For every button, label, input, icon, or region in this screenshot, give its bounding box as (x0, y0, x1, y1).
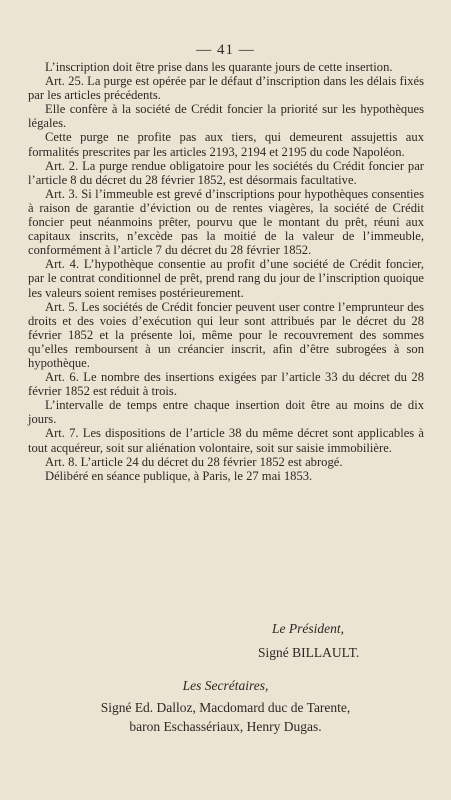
paragraph-article-6: Art. 6. Le nombre des insertions exigées par l’article 33 du décret du 28 février 1852 est réduit à trois. (28, 370, 424, 399)
paragraph-deliberation: Délibéré en séance publique, à Paris, le 27 mai 1853. (45, 468, 313, 483)
paragraph-article-3: Art. 3. Si l’immeuble est grevé d’inscriptions pour hypothèques consenties à raison de garantie d’éviction ou de rentes viagères, la société de Crédit foncier peut néanmoins prêter, pourvu que le montant du prêt, réuni aux capitaux inscrits, n’excède pas la moitié de la valeur de l’immeuble, conformément à l’article 7 du décret du 28 février 1852. (28, 186, 424, 258)
secretaries-title: Les Secrétaires, (182, 678, 269, 693)
paragraph-inscription-delay: L’inscription doit être prise dans les quarante jours de cette insertion. (45, 60, 393, 74)
president-title: Le Président, (272, 621, 344, 636)
paragraph-article-5: Art. 5. Les sociétés de Crédit foncier peuvent user contre l’emprunteur des droits et des voies d’exécution qui leur sont attribués par le décret du 28 février 1852 et la présente loi, même pour le recouvrement des sommes qu’elles remboursent à un créancier inscrit, afin d’être subrogées à son hypothèque. (28, 299, 424, 370)
paragraph-interval: L’intervalle de temps entre chaque insertion doit être au moins de dix jours. (28, 398, 424, 427)
paragraph-priority: Elle confère à la société de Crédit foncier la priorité sur les hypothèques légales. (28, 102, 424, 131)
paragraph-article-25: Art. 25. La purge est opérée par le défaut d’inscription dans les délais fixés par les articles précédents. (28, 74, 424, 103)
law-text (28, 60, 424, 483)
paragraph-article-8: Art. 8. L’article 24 du décret du 28 février 1852 est abrogé. (45, 454, 343, 469)
secretaries-signature-line-2: baron Eschassériaux, Henry Dugas. (129, 719, 322, 734)
paragraph-article-4: Art. 4. L’hypothèque consentie au profit d’une société de Crédit foncier, par le contrat conditionnel de prêt, prend rang du jour de l’inscription quoique les valeurs soient remises postérieurement. (28, 257, 424, 300)
president-signature: Signé BILLAULT. (258, 645, 360, 660)
paragraph-article-7: Art. 7. Les dispositions de l’article 38 du même décret sont applicables à tout acquéreur, soit sur aliénation volontaire, soit sur saisie immobilière. (28, 426, 424, 455)
paragraph-article-2: Art. 2. La purge rendue obligatoire pour les sociétés du Crédit foncier par l’article 8 du décret du 28 février 1852, est désormais facultative. (28, 158, 424, 187)
page-number: — 41 — (196, 42, 255, 58)
paragraph-third-parties: Cette purge ne profite pas aux tiers, qui demeurent assujettis aux formalités prescrites par les articles 2193, 2194 et 2195 du code Napoléon. (28, 130, 424, 159)
secretaries-signature-line-1: Signé Ed. Dalloz, Macdomard duc de Tarente, (100, 700, 351, 715)
